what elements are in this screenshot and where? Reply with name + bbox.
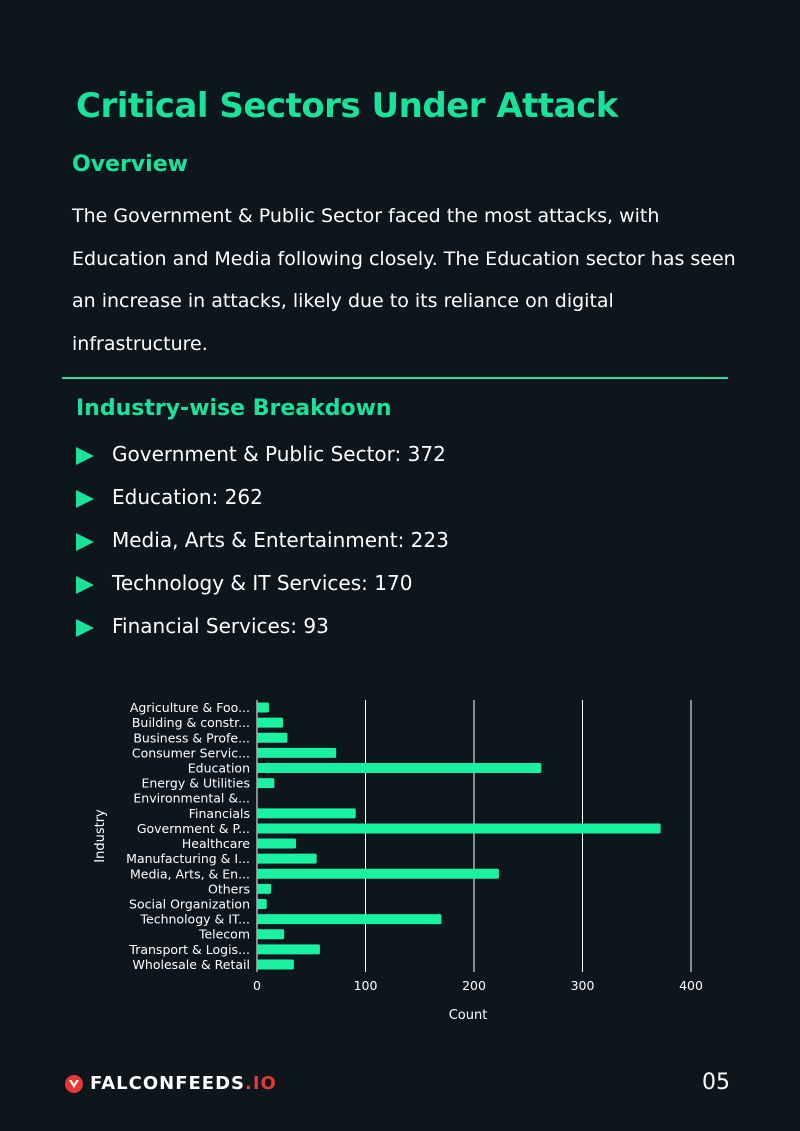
y-tick-label: Government & P...	[136, 820, 250, 836]
overview-heading: Overview	[72, 152, 188, 177]
x-tick-label: 400	[679, 978, 703, 993]
brand-logo	[64, 1073, 277, 1094]
breakdown-item	[76, 432, 449, 475]
play-arrow-icon	[76, 619, 94, 637]
play-arrow-icon	[76, 576, 94, 594]
breakdown-item	[76, 561, 449, 604]
bar	[257, 808, 356, 818]
y-tick-label: Environmental &...	[133, 790, 250, 806]
x-tick-label: 300	[570, 978, 595, 993]
y-axis-title: Industry	[93, 809, 108, 863]
bar	[257, 854, 317, 864]
breakdown-item-label: Technology & IT Services: 170	[112, 570, 413, 595]
x-tick-label: 200	[462, 978, 486, 993]
y-tick-label: Wholesale & Retail	[132, 956, 250, 972]
y-tick-label: Telecom	[198, 926, 250, 942]
bar	[257, 718, 283, 728]
y-tick-label: Others	[207, 881, 250, 897]
industry-bar-chart	[0, 680, 800, 1040]
x-tick-label: 0	[253, 978, 261, 993]
section-divider	[62, 377, 728, 379]
falcon-logo-icon	[64, 1074, 84, 1094]
breakdown-item-label: Financial Services: 93	[112, 613, 329, 638]
breakdown-heading: Industry-wise Breakdown	[76, 396, 392, 421]
bar	[257, 899, 267, 909]
y-tick-label: Financials	[188, 805, 250, 821]
bar	[257, 914, 441, 924]
y-tick-label: Manufacturing & I...	[126, 851, 250, 867]
bar	[257, 929, 284, 939]
page-number: 05	[702, 1070, 730, 1095]
breakdown-item-label: Media, Arts & Entertainment: 223	[112, 527, 449, 552]
bar	[257, 763, 541, 773]
y-tick-label: Agriculture & Foo...	[129, 700, 250, 716]
y-tick-label: Media, Arts, & En...	[129, 866, 250, 882]
brand-name-suffix: .IO	[245, 1073, 277, 1094]
y-tick-label: Building & constr...	[131, 715, 250, 731]
y-tick-label: Technology & IT...	[140, 911, 250, 927]
breakdown-item	[76, 475, 449, 518]
y-tick-label: Education	[187, 760, 250, 776]
play-arrow-icon	[76, 490, 94, 508]
bar	[257, 944, 320, 954]
bar	[257, 703, 269, 713]
brand-name	[90, 1073, 277, 1094]
bar	[257, 823, 661, 833]
bar	[257, 869, 499, 879]
bar	[257, 959, 294, 969]
y-tick-label: Healthcare	[181, 836, 250, 852]
play-arrow-icon	[76, 447, 94, 465]
page-title: Critical Sectors Under Attack	[76, 86, 618, 126]
y-tick-label: Social Organization	[129, 896, 250, 912]
play-arrow-icon	[76, 533, 94, 551]
bar	[257, 839, 296, 849]
x-axis-title: Count	[448, 1008, 488, 1023]
bar	[257, 884, 271, 894]
breakdown-item	[76, 604, 449, 647]
breakdown-item-label: Education: 262	[112, 484, 263, 509]
bar	[257, 778, 274, 788]
breakdown-item	[76, 518, 449, 561]
y-tick-label: Transport & Logis...	[129, 941, 250, 957]
brand-name-main: FALCONFEEDS	[90, 1073, 245, 1094]
breakdown-list	[76, 432, 449, 647]
y-tick-label: Business & Profe...	[133, 730, 250, 746]
bar	[257, 733, 287, 743]
breakdown-item-label: Government & Public Sector: 372	[112, 441, 446, 466]
overview-text: The Government & Public Sector faced the most attacks, with Education and Media following closely. The Education sector has seen an increase in attacks, likely due to its reliance on digital infrastructure.	[72, 205, 736, 355]
x-tick-label: 100	[353, 978, 378, 993]
y-tick-label: Consumer Servic...	[131, 745, 250, 761]
y-tick-label: Energy & Utilities	[141, 775, 250, 791]
bar	[257, 748, 336, 758]
